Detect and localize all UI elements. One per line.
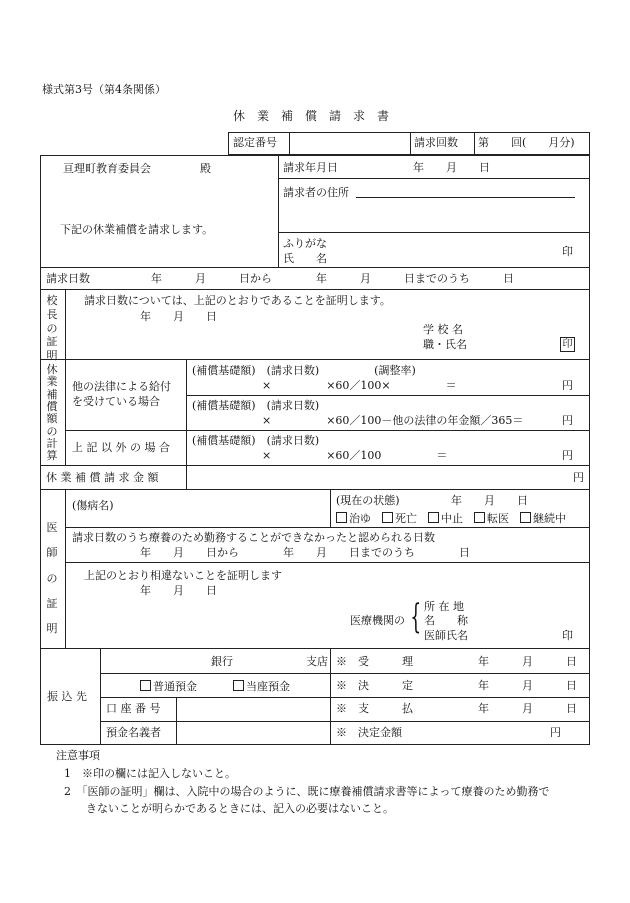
holder-field[interactable] [180, 724, 326, 742]
status-option-1[interactable]: 治ゆ [336, 512, 371, 524]
checkbox-icon [336, 512, 347, 523]
calc-row1-yen: 円 [562, 379, 573, 392]
other-law-label-2: を受けている場合 [72, 395, 160, 408]
kaisu-field[interactable]: 第 回( 月分) [478, 136, 575, 149]
decision-label: ※ 決 定 [336, 679, 413, 692]
account-number-label: 口 座 番 号 [106, 702, 161, 715]
doctor-section-label: 医師の証明 [46, 521, 58, 636]
receipt-label: ※ 受 理 [336, 655, 413, 668]
status-option-2[interactable]: 死亡 [382, 512, 417, 524]
name-field[interactable] [320, 245, 550, 263]
tono-label: 殿 [200, 162, 211, 175]
injury-label: (傷病名) [72, 499, 114, 512]
address-label: 請求者の住所 [283, 186, 349, 199]
decision-date: 年 月 日 [478, 679, 577, 692]
status-date[interactable]: 年 月 日 [451, 494, 528, 507]
calc-section-label: 休業補償額の計算 [46, 363, 58, 463]
status-option-4[interactable]: 転医 [474, 512, 509, 524]
checkbox-icon [428, 512, 439, 523]
receipt-date: 年 月 日 [478, 655, 577, 668]
nintei-label: 認定番号 [233, 136, 277, 149]
note-item: きないことが明らかであるときには、記入の必要はないこと。 [64, 802, 394, 815]
calc-row3-yen: 円 [562, 449, 573, 462]
injury-field[interactable] [72, 512, 324, 524]
kaisu-label: 請求回数 [414, 136, 458, 149]
post-name-label: 職・氏名 [423, 338, 467, 351]
checkbox-icon [140, 680, 151, 691]
other-law-label-1: 他の法律による給付 [72, 380, 171, 393]
unable-range[interactable]: 年 月 日から 年 月 日までのうち 日 [140, 546, 470, 559]
checkbox-icon [233, 680, 244, 691]
transfer-label: 振 込 先 [47, 690, 87, 703]
school-label: 学 校 名 [423, 323, 463, 336]
unable-text: 請求日数のうち療養のため勤務することができなかったと認められる日数 [72, 531, 435, 544]
bank-label: 銀行 [211, 655, 233, 668]
account-type-ordinary[interactable]: 普通預金 [140, 680, 197, 692]
status-option-3[interactable]: 中止 [428, 512, 463, 524]
amount-yen: 円 [550, 726, 561, 739]
total-yen: 円 [573, 471, 584, 484]
claim-days-range[interactable]: 年 月 日から 年 月 日までのうち 日 [151, 272, 514, 285]
calc-row1-header: (補償基礎額) (請求日数) (調整率) [192, 364, 416, 377]
institution-label: 医療機関の [350, 614, 405, 627]
request-date-label: 請求年月日 [283, 161, 338, 174]
addressee: 亘理町教育委員会 [63, 162, 151, 175]
certify-text: 上記のとおり相違ないことを証明します [84, 569, 282, 582]
calc-row2-formula[interactable]: × ×60／100－他の法律の年金額／365＝ [262, 414, 524, 427]
checkbox-icon [382, 512, 393, 523]
seal-mark: 印 [562, 245, 573, 258]
address-field[interactable] [356, 197, 575, 198]
principal-date[interactable]: 年 月 日 [140, 310, 217, 323]
request-date-field[interactable]: 年 月 日 [413, 161, 490, 174]
furigana-label: ふりがな [283, 237, 327, 250]
calc-row1-formula[interactable]: × ×60／100× ＝ [262, 379, 457, 392]
account-number-field[interactable] [180, 700, 326, 718]
note-item: 2 「医師の証明」欄は、入院中の場合のように、既に療養補償請求書等によって療養のため勤務で [64, 785, 550, 798]
calc-row3-formula[interactable]: × ×60／100 ＝ [262, 449, 448, 462]
account-type-current[interactable]: 当座預金 [233, 680, 290, 692]
form-title: 休 業 補 償 請 求 書 [233, 109, 390, 123]
principal-section-label: 校長の証明 [46, 294, 58, 362]
principal-seal-box: 印 [560, 337, 575, 352]
certify-date[interactable]: 年 月 日 [140, 584, 217, 597]
total-label: 休 業 補 償 請 求 金 額 [46, 471, 159, 484]
doctor-name-label: 医師氏名 [424, 629, 468, 642]
note-item: 1 ※印の欄には記入しないこと。 [64, 767, 236, 780]
nintei-field[interactable] [293, 137, 407, 151]
request-text: 下記の休業補償を請求します。 [60, 223, 214, 236]
calc-row3-label: 上 記 以 外 の 場 合 [72, 441, 170, 454]
calc-row3-header: (補償基礎額) (請求日数) [192, 434, 320, 447]
payment-label: ※ 支 払 [336, 702, 413, 715]
brace-icon: { [410, 597, 422, 637]
status-label: (現在の状態) [336, 494, 400, 507]
notes-title: 注意事項 [56, 749, 100, 762]
status-option-5[interactable]: 継続中 [520, 512, 566, 524]
form-number: 様式第3号（第4条関係） [42, 83, 166, 96]
total-amount-field[interactable] [190, 469, 556, 485]
name-label: 氏 名 [283, 252, 327, 265]
calc-row2-header: (補償基礎額) (請求日数) [192, 399, 320, 412]
calc-row2-yen: 円 [562, 414, 573, 427]
amount-label: ※ 決定金額 [336, 726, 402, 739]
claim-days-label: 請求日数 [46, 272, 90, 285]
location-label: 所 在 地 [424, 600, 464, 613]
holder-label: 預金名義者 [106, 726, 161, 739]
checkbox-icon [520, 512, 531, 523]
branch-label: 支店 [306, 655, 328, 668]
payment-date: 年 月 日 [478, 702, 577, 715]
principal-text: 請求日数については、上記のとおりであることを証明します。 [84, 294, 391, 307]
doctor-seal-mark: 印 [562, 629, 573, 642]
checkbox-icon [474, 512, 485, 523]
inst-name-label: 名 称 [424, 614, 468, 627]
